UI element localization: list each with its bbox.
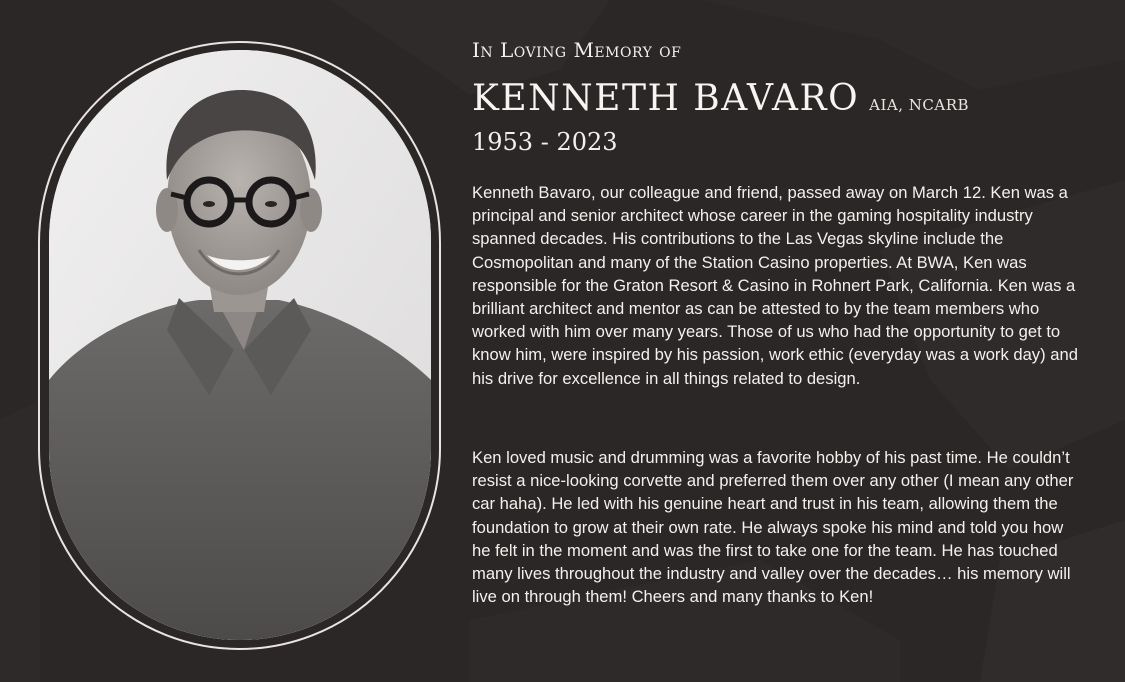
person-credentials: AIA, NCARB [869, 96, 970, 114]
person-name: KENNETH BAVARO [472, 78, 860, 119]
name-line [472, 78, 969, 119]
life-years: 1953 - 2023 [472, 128, 618, 156]
tribute-paragraph: Kenneth Bavaro, our colleague and friend, passed away on March 12. Ken was a principal and senior architect whose career in the gaming hospitality industry spanned decades. His contributions to the Las Vegas skyline include the Cosmopolitan and many of the Station Casino properties. At BWA, Ken was responsible for the Graton Resort & Casino in Rohnert Park, California. Ken was a brilliant architect and mentor as can be attested to by the team members who worked with him over many years. Those of us who had the opportunity to get to know him, were inspired by his passion, work ethic (everyday was a work day) and his drive for excellence in all things related to design. [472, 183, 1078, 388]
tribute-paragraph: Ken loved music and drumming was a favorite hobby of his past time. He couldn’t resist a nice-looking corvette and preferred them over any other (I mean any other car haha). He led with his genuine heart and trust in his team, allowing them the foundation to grow at their own rate. He always spoke his mind and told you how he felt in the moment and was the first to take one for the team. He has touched many lives throughout the industry and valley over the decades… his memory will live on through them! Cheers and many thanks to Ken! [472, 448, 1074, 607]
portrait-photo [49, 50, 431, 640]
portrait-illustration [49, 50, 431, 640]
memorial-eyebrow: In Loving Memory of [472, 38, 682, 62]
